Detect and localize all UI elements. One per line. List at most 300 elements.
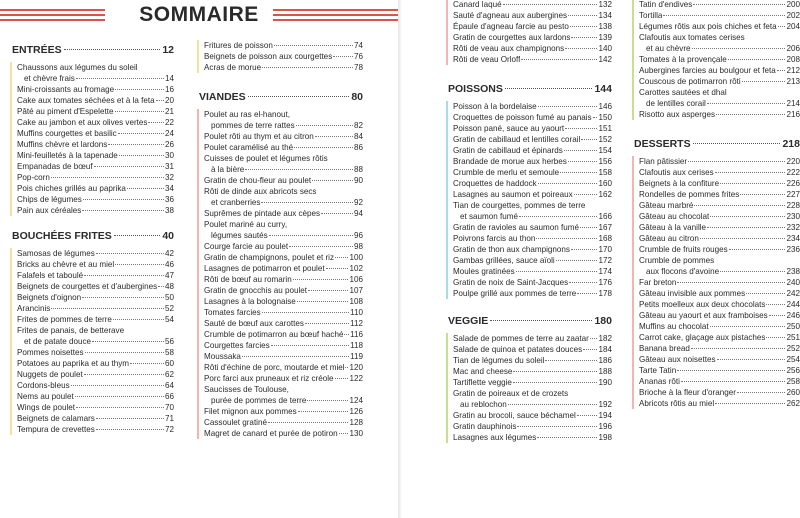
toc-entry[interactable]: [453, 43, 612, 54]
dot-leader: [148, 122, 164, 123]
dot-leader: [75, 396, 164, 397]
toc-entry[interactable]: [453, 156, 612, 167]
dot-leader: [76, 78, 164, 79]
toc-entry-line: [204, 373, 363, 384]
page-number: 92: [353, 198, 363, 207]
page-number: 16: [164, 85, 174, 94]
section-title[interactable]: [446, 315, 612, 327]
toc-entry[interactable]: [17, 150, 174, 161]
page-number: 21: [164, 107, 174, 116]
toc-entry-line: [639, 277, 800, 288]
toc-entry[interactable]: [639, 376, 800, 387]
toc-entry[interactable]: [204, 362, 363, 373]
toc-entry-line: [639, 299, 800, 310]
dot-leader: [339, 433, 349, 434]
toc-entry[interactable]: [17, 194, 174, 205]
toc-entry[interactable]: [17, 314, 174, 325]
toc-entry[interactable]: [639, 255, 800, 277]
toc-entry[interactable]: [17, 325, 174, 347]
toc-entry-line: [453, 266, 612, 277]
toc-entry-line: [204, 142, 363, 153]
toc-entry-line: [639, 387, 800, 398]
recipe-title: Bricks au chèvre et au miel: [17, 260, 115, 269]
toc-entry[interactable]: [453, 21, 612, 32]
page-number: 194: [598, 411, 612, 420]
recipe-title: au reblochon: [460, 400, 507, 409]
recipe-title: Cordons-bleus: [17, 381, 70, 390]
toc-entry[interactable]: [204, 219, 363, 241]
page-number: 86: [353, 143, 363, 152]
toc-entry[interactable]: [17, 270, 174, 281]
toc-entry-line: [453, 288, 612, 299]
toc-entry[interactable]: [639, 288, 800, 299]
toc-entry[interactable]: [639, 387, 800, 398]
toc-entry-line: [17, 292, 174, 303]
recipe-title: Aubergines farcies au boulgour et feta: [639, 66, 776, 75]
page-number: 47: [164, 271, 174, 280]
toc-entry-line: [204, 219, 363, 230]
toc-section: [446, 83, 612, 299]
page-number: 242: [786, 289, 800, 298]
toc-entry[interactable]: [204, 428, 363, 439]
dot-leader: [92, 341, 164, 342]
page-number: 232: [786, 223, 800, 232]
section-title[interactable]: [197, 91, 363, 103]
toc-entry[interactable]: [453, 421, 612, 432]
dot-leader: [710, 216, 785, 217]
toc-entry[interactable]: [17, 358, 174, 369]
recipe-title: Far breton: [639, 278, 677, 287]
page-number: 130: [349, 429, 363, 438]
page-number: 166: [598, 212, 612, 221]
toc-entry[interactable]: [17, 183, 174, 194]
page-number: 240: [786, 278, 800, 287]
page-number: 216: [786, 110, 800, 119]
dot-leader: [710, 326, 786, 327]
dot-leader: [593, 117, 598, 118]
toc-entry-line: [639, 87, 800, 98]
toc-entry-line: [639, 365, 800, 376]
dot-leader: [583, 349, 597, 350]
toc-entry[interactable]: [639, 87, 800, 109]
right-page: [402, 0, 800, 518]
toc-entry-line: [204, 428, 363, 439]
recipe-title: pommes de terre rattes: [211, 121, 295, 130]
dot-leader: [568, 15, 597, 16]
dot-leader: [691, 348, 786, 349]
recipe-title: Poulpe grillé aux pommes de terre: [453, 289, 577, 298]
toc-entry[interactable]: [453, 288, 612, 299]
recipe-title: Brandade de morue aux herbes: [453, 157, 567, 166]
toc-entry[interactable]: [639, 343, 800, 354]
toc-entry[interactable]: [453, 112, 612, 123]
toc-entry-line: [204, 131, 363, 142]
toc-column-1: [10, 44, 174, 449]
toc-entry[interactable]: [453, 366, 612, 377]
recipe-title: Légumes rôtis aux pois chiches et feta: [639, 22, 777, 31]
dot-leader: [94, 166, 164, 167]
toc-entry[interactable]: [204, 318, 363, 329]
toc-entry[interactable]: [453, 167, 612, 178]
toc-entry-line: [453, 388, 612, 399]
toc-entry[interactable]: [204, 406, 363, 417]
toc-entry[interactable]: [204, 252, 363, 263]
toc-entry[interactable]: [639, 244, 800, 255]
toc-entry[interactable]: [17, 303, 174, 314]
toc-entry-line: [17, 402, 174, 413]
toc-entry[interactable]: [453, 255, 612, 266]
recipe-title: Gratin de noix de Saint-Jacques: [453, 278, 569, 287]
toc-entry[interactable]: [639, 76, 800, 87]
dot-leader: [766, 304, 785, 305]
toc-entry[interactable]: [639, 233, 800, 244]
toc-entry[interactable]: [453, 344, 612, 355]
toc-entry[interactable]: [639, 167, 800, 178]
page-number: 167: [598, 223, 612, 232]
toc-entry[interactable]: [639, 21, 800, 32]
section-title[interactable]: [446, 83, 612, 95]
dot-leader: [519, 216, 597, 217]
dot-leader: [707, 103, 786, 104]
dot-leader: [728, 59, 786, 60]
toc-item-list: [632, 0, 800, 120]
toc-item-list: [632, 156, 800, 409]
section-title[interactable]: [10, 44, 174, 56]
toc-entry[interactable]: [204, 263, 363, 274]
toc-entry[interactable]: [453, 10, 612, 21]
toc-entry[interactable]: [17, 391, 174, 402]
toc-entry[interactable]: [204, 109, 363, 131]
toc-entry[interactable]: [639, 156, 800, 167]
toc-entry[interactable]: [453, 388, 612, 410]
toc-entry[interactable]: [204, 40, 363, 51]
recipe-title: Gratin de ravioles au saumon fumé: [453, 223, 579, 232]
dot-leader: [700, 238, 786, 239]
page-number: 152: [598, 135, 612, 144]
page-number: 20: [164, 96, 174, 105]
toc-entry-line: [204, 329, 363, 340]
section-title[interactable]: [632, 138, 800, 150]
dot-leader: [513, 382, 598, 383]
recipe-title: Rôti de bœuf au romarin: [204, 275, 292, 284]
recipe-title: de lentilles corail: [646, 99, 706, 108]
recipe-title: Tarte Tatin: [639, 366, 677, 375]
toc-entry[interactable]: [453, 233, 612, 244]
recipe-title: Falafels et taboulé: [17, 271, 84, 280]
dot-leader: [261, 202, 353, 203]
toc-entry[interactable]: [639, 310, 800, 321]
toc-entry[interactable]: [639, 109, 800, 120]
dot-leader: [564, 150, 598, 151]
toc-entry[interactable]: [17, 172, 174, 183]
toc-entry-line: [639, 189, 800, 200]
recipe-title: Beignets d'oignon: [17, 293, 82, 302]
page-number: 122: [349, 374, 363, 383]
toc-entry[interactable]: [17, 248, 174, 259]
toc-entry[interactable]: [17, 281, 174, 292]
dot-leader: [271, 345, 349, 346]
recipe-title: Canard laqué: [453, 0, 502, 9]
toc-entry[interactable]: [639, 54, 800, 65]
page-number: 228: [786, 201, 800, 210]
toc-entry[interactable]: [639, 200, 800, 211]
toc-entry[interactable]: [204, 62, 363, 73]
page-number: 192: [598, 400, 612, 409]
toc-entry[interactable]: [453, 145, 612, 156]
toc-entry[interactable]: [639, 277, 800, 288]
toc-entry-line: [453, 366, 612, 377]
toc-entry[interactable]: [204, 208, 363, 219]
toc-entry[interactable]: [453, 32, 612, 43]
page-number: 142: [598, 55, 612, 64]
toc-entry-line: [639, 156, 800, 167]
toc-entry[interactable]: [639, 65, 800, 76]
toc-entry[interactable]: [17, 205, 174, 216]
toc-entry[interactable]: [204, 241, 363, 252]
toc-entry[interactable]: [639, 332, 800, 343]
toc-entry[interactable]: [453, 178, 612, 189]
recipe-title: Porc farci aux pruneaux et riz créole: [204, 374, 334, 383]
page-number: 258: [786, 377, 800, 386]
toc-entry-line: [453, 178, 612, 189]
page-number: 252: [786, 344, 800, 353]
recipe-title: Petits moelleux aux deux chocolats: [639, 300, 766, 309]
dot-leader: [242, 356, 349, 357]
dot-leader: [64, 49, 161, 50]
recipe-title: Salade de quinoa et patates douces: [453, 345, 583, 354]
toc-entry[interactable]: [204, 186, 363, 208]
toc-entry[interactable]: [17, 117, 174, 128]
toc-entry[interactable]: [639, 32, 800, 54]
toc-entry[interactable]: [204, 153, 363, 175]
page-number: 220: [786, 157, 800, 166]
recipe-title: Cassoulet gratiné: [204, 418, 267, 427]
toc-entry-line: [639, 332, 800, 343]
toc-entry-line: [204, 340, 363, 351]
toc-entry-line: [639, 65, 800, 76]
recipe-title: Rôti de dinde aux abricots secs: [204, 187, 317, 196]
toc-entry[interactable]: [639, 299, 800, 310]
toc-entry[interactable]: [17, 139, 174, 150]
toc-entry-line: [17, 303, 174, 314]
page-number: 66: [164, 392, 174, 401]
toc-entry[interactable]: [453, 355, 612, 366]
toc-entry[interactable]: [453, 0, 612, 10]
page-number: 76: [353, 52, 363, 61]
dot-leader: [590, 338, 598, 339]
page-number: 204: [786, 22, 800, 31]
toc-entry[interactable]: [17, 413, 174, 424]
toc-entry[interactable]: [639, 222, 800, 233]
toc-entry[interactable]: [453, 377, 612, 388]
dot-leader: [296, 125, 353, 126]
toc-entry-line: [453, 377, 612, 388]
toc-entry[interactable]: [453, 410, 612, 421]
recipe-title: Crumble de fruits rouges: [639, 245, 728, 254]
recipe-title: Tempura de crevettes: [17, 425, 95, 434]
toc-entry-line: [639, 76, 800, 87]
toc-entry[interactable]: [639, 10, 800, 21]
toc-entry[interactable]: [639, 189, 800, 200]
toc-entry-line: [639, 98, 800, 109]
page-number: 156: [598, 157, 612, 166]
dot-leader: [577, 415, 598, 416]
dot-leader: [521, 59, 597, 60]
toc-entry[interactable]: [639, 365, 800, 376]
toc-entry[interactable]: [453, 277, 612, 288]
toc-entry[interactable]: [204, 417, 363, 428]
right-decor-stripes: [273, 9, 398, 23]
dot-leader: [737, 392, 786, 393]
toc-entry[interactable]: [639, 0, 800, 10]
page-number: 64: [164, 381, 174, 390]
recipe-title: Clafoutis aux cerises: [639, 168, 714, 177]
toc-entry[interactable]: [204, 340, 363, 351]
toc-entry[interactable]: [453, 266, 612, 277]
toc-entry[interactable]: [17, 128, 174, 139]
recipe-title: Gratin de thon aux champignons: [453, 245, 570, 254]
recipe-title: Tian de courgettes, pommes de terre: [453, 201, 586, 210]
toc-entry[interactable]: [639, 354, 800, 365]
recipe-title: Gratin dauphinois: [453, 422, 517, 431]
recipe-title: Fritures de poisson: [204, 41, 273, 50]
toc-entry[interactable]: [453, 244, 612, 255]
page-number: 71: [164, 414, 174, 423]
toc-entry-line: [453, 123, 612, 134]
toc-entry[interactable]: [17, 380, 174, 391]
toc-entry[interactable]: [204, 142, 363, 153]
recipe-title: Poivrons farcis au thon: [453, 234, 536, 243]
recipe-title: Muffins chèvre et lardons: [17, 140, 108, 149]
toc-entry-line: [453, 134, 612, 145]
toc-section: [10, 230, 174, 435]
toc-entry[interactable]: [204, 384, 363, 406]
recipe-title: Poulet caramélisé au thé: [204, 143, 294, 152]
toc-entry[interactable]: [17, 402, 174, 413]
page-number: 214: [786, 99, 800, 108]
toc-entry[interactable]: [453, 123, 612, 134]
dot-leader: [335, 257, 348, 258]
toc-entry[interactable]: [17, 161, 174, 172]
toc-entry[interactable]: [17, 95, 174, 106]
toc-entry-line: [204, 318, 363, 329]
dot-leader: [574, 194, 598, 195]
toc-entry[interactable]: [204, 296, 363, 307]
toc-entry[interactable]: [17, 347, 174, 358]
toc-entry[interactable]: [204, 373, 363, 384]
page-number: 100: [349, 253, 363, 262]
toc-entry[interactable]: [453, 101, 612, 112]
toc-entry[interactable]: [17, 106, 174, 117]
recipe-title: Sauté d'agneau aux aubergines: [453, 11, 568, 20]
toc-entry-line: [639, 211, 800, 222]
dot-leader: [108, 144, 164, 145]
page-number: 126: [349, 407, 363, 416]
toc-entry[interactable]: [204, 274, 363, 285]
dot-leader: [538, 183, 598, 184]
toc-entry-line: [639, 376, 800, 387]
toc-section: [446, 315, 612, 443]
toc-entry[interactable]: [17, 259, 174, 270]
page-number: 112: [350, 319, 363, 328]
toc-entry[interactable]: [453, 222, 612, 233]
toc-entry[interactable]: [204, 175, 363, 186]
page-number: 202: [786, 11, 800, 20]
recipe-title: Poulet rôti au thym et au citron: [204, 132, 314, 141]
toc-entry[interactable]: [204, 351, 363, 362]
recipe-title: Clafoutis aux tomates cerises: [639, 33, 745, 42]
page-number: 54: [164, 315, 174, 324]
toc-entry[interactable]: [639, 398, 800, 409]
toc-entry[interactable]: [639, 211, 800, 222]
toc-entry-line: [453, 421, 612, 432]
toc-entry[interactable]: [204, 51, 363, 62]
toc-entry[interactable]: [453, 134, 612, 145]
toc-entry[interactable]: [453, 333, 612, 344]
toc-entry[interactable]: [453, 200, 612, 222]
section-page-number: 218: [782, 138, 800, 150]
toc-entry-line: [639, 255, 800, 266]
page-number: 42: [164, 249, 174, 258]
dot-leader: [51, 308, 164, 309]
recipe-title: Tartiflette veggie: [453, 378, 512, 387]
recipe-title: Beignets à la confiture: [639, 179, 720, 188]
toc-entry[interactable]: [453, 189, 612, 200]
toc-entry[interactable]: [204, 307, 363, 318]
toc-entry-line: [453, 255, 612, 266]
toc-entry[interactable]: [17, 84, 174, 95]
toc-entry[interactable]: [453, 54, 612, 65]
toc-entry-line: [204, 296, 363, 307]
toc-entry-line: [17, 150, 174, 161]
toc-entry[interactable]: [17, 292, 174, 303]
toc-entry-line: [453, 112, 612, 123]
toc-entry[interactable]: [17, 62, 174, 84]
recipe-title: Gratin de gnocchis au poulet: [204, 286, 308, 295]
recipe-title: Frites de pommes de terre: [17, 315, 112, 324]
recipe-title: à la bière: [211, 165, 245, 174]
toc-item-list: [446, 101, 612, 299]
toc-entry[interactable]: [204, 285, 363, 296]
page-number: 168: [598, 234, 612, 243]
recipe-title: Frites de panais, de betterave: [17, 326, 125, 335]
page-number: 58: [164, 348, 174, 357]
dot-leader: [262, 312, 349, 313]
recipe-title: Gratin de champignons, poulet et riz: [204, 253, 335, 262]
toc-entry[interactable]: [204, 131, 363, 142]
dot-leader: [581, 139, 597, 140]
toc-entry[interactable]: [639, 321, 800, 332]
toc-entry-line: [17, 194, 174, 205]
toc-entry[interactable]: [17, 424, 174, 435]
dot-leader: [677, 282, 785, 283]
dot-leader: [729, 249, 786, 250]
recipe-title: légumes sautés: [211, 231, 268, 240]
recipe-title: Gratin de cabillaud et épinards: [453, 146, 563, 155]
toc-entry[interactable]: [17, 369, 174, 380]
toc-entry-line: [453, 189, 612, 200]
dot-leader: [312, 180, 353, 181]
toc-entry[interactable]: [204, 329, 363, 340]
section-title[interactable]: [10, 230, 174, 242]
dot-leader: [269, 235, 353, 236]
page-number: 222: [786, 168, 800, 177]
toc-entry-line: [17, 413, 174, 424]
toc-entry[interactable]: [639, 178, 800, 189]
page-number: 182: [598, 334, 612, 343]
page-number: 24: [164, 129, 174, 138]
toc-entry[interactable]: [453, 432, 612, 443]
